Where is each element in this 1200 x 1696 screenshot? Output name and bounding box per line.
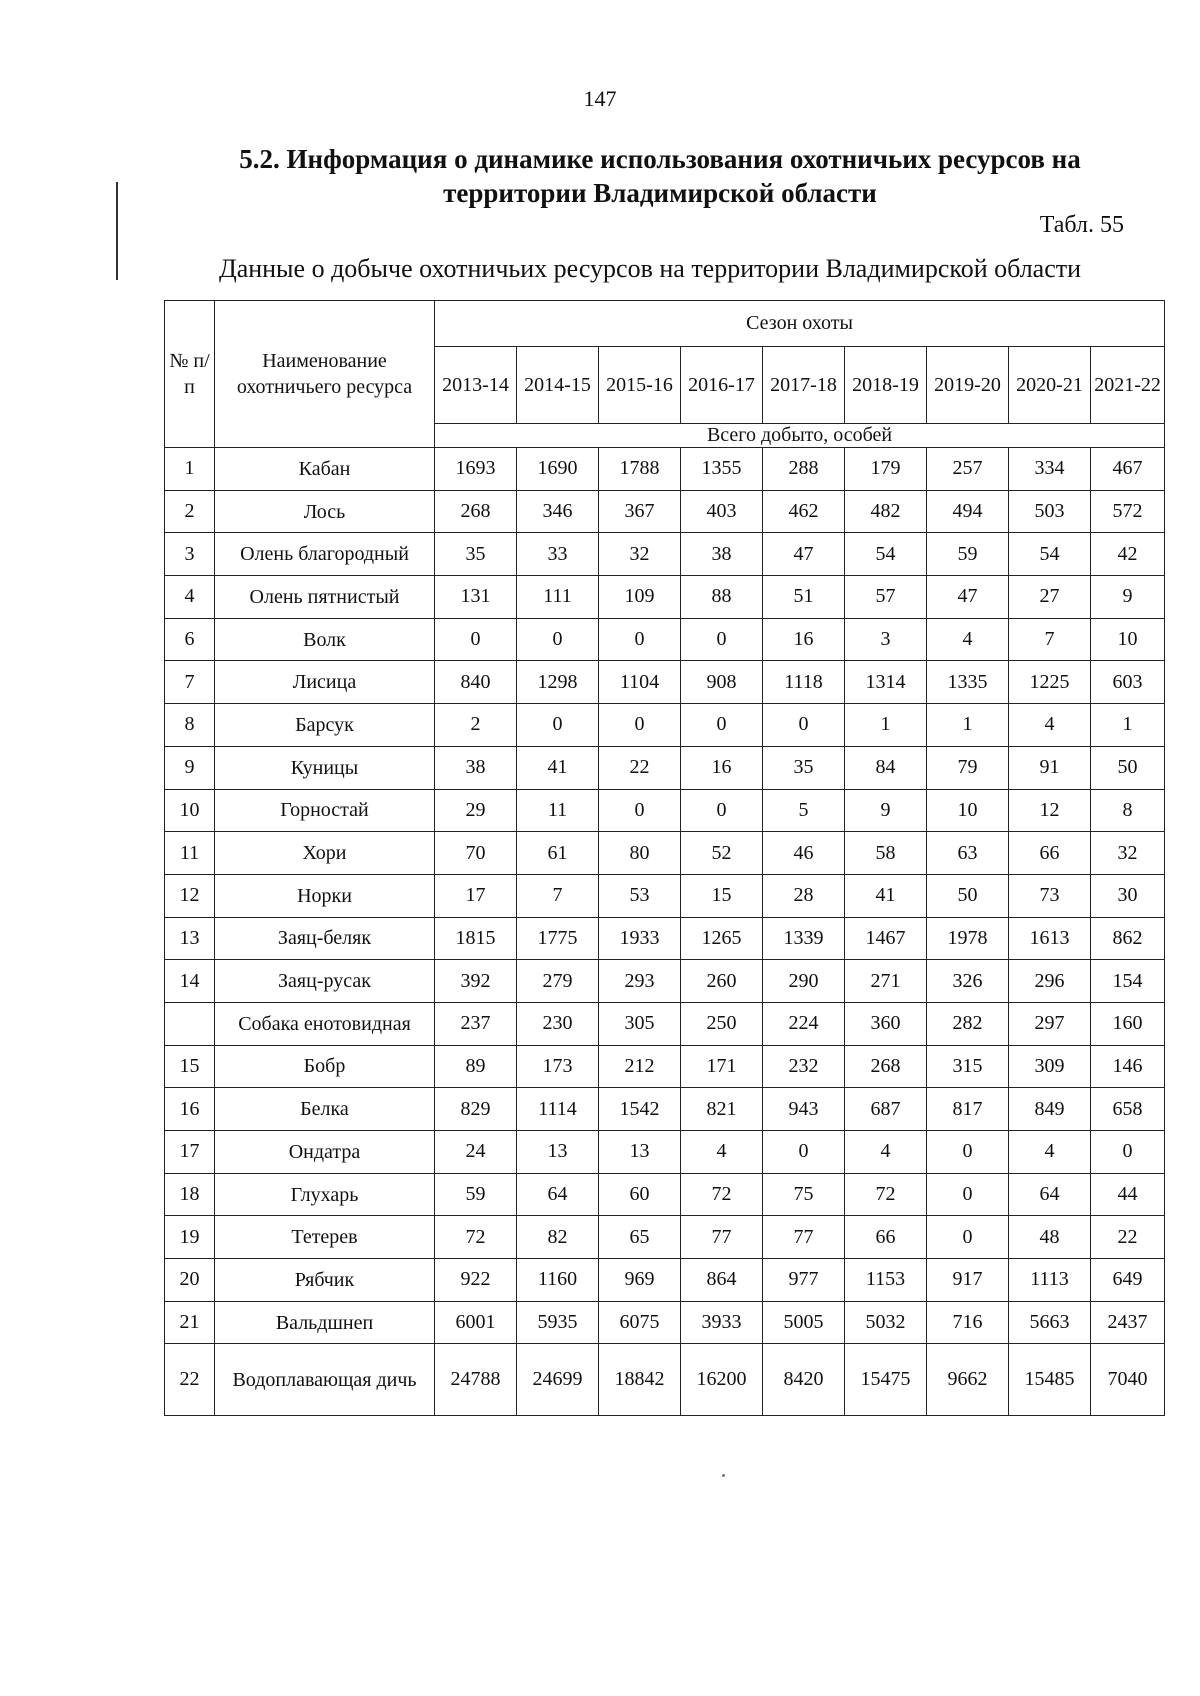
harvest-value: 51 xyxy=(763,576,845,619)
harvest-value: 24 xyxy=(435,1131,517,1174)
harvest-value: 18842 xyxy=(599,1344,681,1416)
harvest-value: 260 xyxy=(681,960,763,1003)
harvest-value: 296 xyxy=(1009,960,1091,1003)
harvest-value: 72 xyxy=(845,1173,927,1216)
margin-mark xyxy=(116,182,118,280)
harvest-value: 54 xyxy=(1009,533,1091,576)
harvest-value: 154 xyxy=(1091,960,1165,1003)
header-year: 2014-15 xyxy=(517,347,599,424)
harvest-value: 47 xyxy=(763,533,845,576)
harvest-value: 864 xyxy=(681,1259,763,1302)
harvest-value: 63 xyxy=(927,832,1009,875)
header-season: Сезон охоты xyxy=(435,301,1165,347)
harvest-value: 268 xyxy=(435,490,517,533)
row-number: 6 xyxy=(165,618,215,661)
harvest-value: 360 xyxy=(845,1002,927,1045)
row-number: 21 xyxy=(165,1301,215,1344)
harvest-value: 5935 xyxy=(517,1301,599,1344)
table-row xyxy=(165,874,1165,917)
harvest-value: 84 xyxy=(845,746,927,789)
harvest-value: 59 xyxy=(435,1173,517,1216)
harvest-value: 0 xyxy=(927,1131,1009,1174)
header-num: № п/п xyxy=(165,301,215,448)
table-row xyxy=(165,1088,1165,1131)
harvest-value: 35 xyxy=(435,533,517,576)
harvest-value: 24788 xyxy=(435,1344,517,1416)
harvest-value: 29 xyxy=(435,789,517,832)
harvest-value: 79 xyxy=(927,746,1009,789)
table-row xyxy=(165,661,1165,704)
table-row xyxy=(165,1131,1165,1174)
harvest-value: 8 xyxy=(1091,789,1165,832)
harvest-value: 212 xyxy=(599,1045,681,1088)
harvest-value: 16 xyxy=(763,618,845,661)
resource-name: Собака енотовидная xyxy=(215,1002,435,1045)
header-year: 2017-18 xyxy=(763,347,845,424)
harvest-value: 5 xyxy=(763,789,845,832)
resource-name: Заяц-русак xyxy=(215,960,435,1003)
harvest-value: 290 xyxy=(763,960,845,1003)
harvest-value: 8420 xyxy=(763,1344,845,1416)
resource-name: Вальдшнеп xyxy=(215,1301,435,1344)
harvest-value: 4 xyxy=(1009,1131,1091,1174)
harvest-value: 1690 xyxy=(517,448,599,491)
harvest-value: 77 xyxy=(681,1216,763,1259)
harvest-value: 173 xyxy=(517,1045,599,1088)
harvest-value: 61 xyxy=(517,832,599,875)
harvest-value: 64 xyxy=(517,1173,599,1216)
row-number: 19 xyxy=(165,1216,215,1259)
harvest-value: 1114 xyxy=(517,1088,599,1131)
resource-name: Тетерев xyxy=(215,1216,435,1259)
row-number: 10 xyxy=(165,789,215,832)
harvest-value: 146 xyxy=(1091,1045,1165,1088)
resource-name: Заяц-беляк xyxy=(215,917,435,960)
table-row xyxy=(165,704,1165,747)
harvest-value: 232 xyxy=(763,1045,845,1088)
harvest-value: 1815 xyxy=(435,917,517,960)
row-number: 11 xyxy=(165,832,215,875)
harvest-value: 58 xyxy=(845,832,927,875)
harvest-value: 35 xyxy=(763,746,845,789)
harvest-value: 0 xyxy=(517,704,599,747)
harvest-value: 6075 xyxy=(599,1301,681,1344)
resource-name: Олень пятнистый xyxy=(215,576,435,619)
table-row xyxy=(165,1216,1165,1259)
harvest-value: 392 xyxy=(435,960,517,1003)
row-number: 22 xyxy=(165,1344,215,1416)
harvest-value: 5032 xyxy=(845,1301,927,1344)
harvest-value: 1933 xyxy=(599,917,681,960)
harvest-value: 109 xyxy=(599,576,681,619)
harvest-value: 70 xyxy=(435,832,517,875)
harvest-value: 1265 xyxy=(681,917,763,960)
table-row xyxy=(165,533,1165,576)
harvest-value: 22 xyxy=(599,746,681,789)
harvest-value: 42 xyxy=(1091,533,1165,576)
row-number: 8 xyxy=(165,704,215,747)
table-row xyxy=(165,1301,1165,1344)
row-number: 18 xyxy=(165,1173,215,1216)
harvest-value: 32 xyxy=(599,533,681,576)
harvest-value: 271 xyxy=(845,960,927,1003)
harvest-value: 1 xyxy=(1091,704,1165,747)
harvest-value: 91 xyxy=(1009,746,1091,789)
resource-name: Бобр xyxy=(215,1045,435,1088)
harvest-table xyxy=(164,300,1165,1416)
harvest-value: 0 xyxy=(599,618,681,661)
harvest-value: 1775 xyxy=(517,917,599,960)
harvest-value: 65 xyxy=(599,1216,681,1259)
resource-name: Барсук xyxy=(215,704,435,747)
harvest-value: 17 xyxy=(435,874,517,917)
table-row xyxy=(165,576,1165,619)
harvest-value: 64 xyxy=(1009,1173,1091,1216)
harvest-value: 0 xyxy=(599,704,681,747)
harvest-value: 1 xyxy=(927,704,1009,747)
harvest-value: 503 xyxy=(1009,490,1091,533)
header-year: 2018-19 xyxy=(845,347,927,424)
harvest-value: 7 xyxy=(1009,618,1091,661)
harvest-value: 658 xyxy=(1091,1088,1165,1131)
harvest-value: 334 xyxy=(1009,448,1091,491)
harvest-value: 1978 xyxy=(927,917,1009,960)
row-number: 9 xyxy=(165,746,215,789)
harvest-value: 2437 xyxy=(1091,1301,1165,1344)
harvest-value: 943 xyxy=(763,1088,845,1131)
harvest-value: 46 xyxy=(763,832,845,875)
resource-name: Олень благородный xyxy=(215,533,435,576)
resource-name: Кабан xyxy=(215,448,435,491)
table-row xyxy=(165,746,1165,789)
harvest-value: 1542 xyxy=(599,1088,681,1131)
harvest-value: 12 xyxy=(1009,789,1091,832)
harvest-value: 4 xyxy=(927,618,1009,661)
harvest-value: 1335 xyxy=(927,661,1009,704)
harvest-value: 1314 xyxy=(845,661,927,704)
harvest-value: 817 xyxy=(927,1088,1009,1131)
harvest-value: 3 xyxy=(845,618,927,661)
harvest-value: 0 xyxy=(763,704,845,747)
harvest-value: 0 xyxy=(681,704,763,747)
table-row xyxy=(165,618,1165,661)
harvest-value: 47 xyxy=(927,576,1009,619)
harvest-value: 28 xyxy=(763,874,845,917)
harvest-value: 840 xyxy=(435,661,517,704)
harvest-value: 821 xyxy=(681,1088,763,1131)
table-row xyxy=(165,1259,1165,1302)
row-number: 2 xyxy=(165,490,215,533)
harvest-value: 13 xyxy=(517,1131,599,1174)
harvest-value: 52 xyxy=(681,832,763,875)
harvest-value: 1298 xyxy=(517,661,599,704)
harvest-value: 3933 xyxy=(681,1301,763,1344)
harvest-value: 288 xyxy=(763,448,845,491)
harvest-value: 268 xyxy=(845,1045,927,1088)
harvest-value: 50 xyxy=(927,874,1009,917)
resource-name: Глухарь xyxy=(215,1173,435,1216)
harvest-value: 282 xyxy=(927,1002,1009,1045)
row-number xyxy=(165,1002,215,1045)
resource-name: Волк xyxy=(215,618,435,661)
resource-name: Куницы xyxy=(215,746,435,789)
harvest-value: 922 xyxy=(435,1259,517,1302)
harvest-value: 305 xyxy=(599,1002,681,1045)
harvest-value: 111 xyxy=(517,576,599,619)
harvest-value: 224 xyxy=(763,1002,845,1045)
harvest-value: 54 xyxy=(845,533,927,576)
table-caption: Данные о добыче охотничьих ресурсов на территории Владимирской области xyxy=(218,254,1082,283)
harvest-value: 82 xyxy=(517,1216,599,1259)
harvest-value: 41 xyxy=(517,746,599,789)
row-number: 13 xyxy=(165,917,215,960)
resource-name: Белка xyxy=(215,1088,435,1131)
header-year: 2013-14 xyxy=(435,347,517,424)
harvest-value: 467 xyxy=(1091,448,1165,491)
resource-name: Лось xyxy=(215,490,435,533)
harvest-value: 66 xyxy=(1009,832,1091,875)
harvest-value: 2 xyxy=(435,704,517,747)
table-row xyxy=(165,1045,1165,1088)
resource-name: Норки xyxy=(215,874,435,917)
harvest-value: 309 xyxy=(1009,1045,1091,1088)
table-row xyxy=(165,960,1165,1003)
harvest-value: 917 xyxy=(927,1259,1009,1302)
harvest-value: 230 xyxy=(517,1002,599,1045)
harvest-value: 15 xyxy=(681,874,763,917)
row-number: 7 xyxy=(165,661,215,704)
harvest-value: 572 xyxy=(1091,490,1165,533)
harvest-value: 9662 xyxy=(927,1344,1009,1416)
harvest-value: 1104 xyxy=(599,661,681,704)
harvest-value: 4 xyxy=(1009,704,1091,747)
row-number: 17 xyxy=(165,1131,215,1174)
harvest-value: 0 xyxy=(681,789,763,832)
harvest-value: 1339 xyxy=(763,917,845,960)
harvest-value: 403 xyxy=(681,490,763,533)
resource-name: Хори xyxy=(215,832,435,875)
harvest-value: 13 xyxy=(599,1131,681,1174)
resource-name: Рябчик xyxy=(215,1259,435,1302)
header-year: 2019-20 xyxy=(927,347,1009,424)
row-number: 15 xyxy=(165,1045,215,1088)
harvest-value: 1153 xyxy=(845,1259,927,1302)
harvest-value: 1160 xyxy=(517,1259,599,1302)
harvest-value: 969 xyxy=(599,1259,681,1302)
harvest-value: 60 xyxy=(599,1173,681,1216)
table-row xyxy=(165,789,1165,832)
harvest-value: 279 xyxy=(517,960,599,1003)
harvest-value: 1113 xyxy=(1009,1259,1091,1302)
harvest-value: 24699 xyxy=(517,1344,599,1416)
resource-name: Горностай xyxy=(215,789,435,832)
table-body xyxy=(165,448,1165,1416)
harvest-value: 0 xyxy=(927,1173,1009,1216)
table-row xyxy=(165,490,1165,533)
resource-name: Ондатра xyxy=(215,1131,435,1174)
harvest-value: 59 xyxy=(927,533,1009,576)
header-name: Наименование охотничьего ресурса xyxy=(215,301,435,448)
harvest-value: 326 xyxy=(927,960,1009,1003)
table-row xyxy=(165,1173,1165,1216)
table-row xyxy=(165,1002,1165,1045)
harvest-value: 16 xyxy=(681,746,763,789)
harvest-value: 38 xyxy=(435,746,517,789)
harvest-value: 10 xyxy=(927,789,1009,832)
harvest-value: 5005 xyxy=(763,1301,845,1344)
harvest-value: 72 xyxy=(435,1216,517,1259)
row-number: 3 xyxy=(165,533,215,576)
harvest-value: 11 xyxy=(517,789,599,832)
harvest-value: 44 xyxy=(1091,1173,1165,1216)
harvest-value: 603 xyxy=(1091,661,1165,704)
table-row xyxy=(165,917,1165,960)
harvest-value: 89 xyxy=(435,1045,517,1088)
harvest-value: 33 xyxy=(517,533,599,576)
harvest-value: 0 xyxy=(599,789,681,832)
row-number: 12 xyxy=(165,874,215,917)
harvest-value: 15475 xyxy=(845,1344,927,1416)
harvest-value: 32 xyxy=(1091,832,1165,875)
harvest-value: 346 xyxy=(517,490,599,533)
harvest-value: 88 xyxy=(681,576,763,619)
harvest-value: 66 xyxy=(845,1216,927,1259)
harvest-value: 7040 xyxy=(1091,1344,1165,1416)
harvest-value: 4 xyxy=(681,1131,763,1174)
harvest-value: 15485 xyxy=(1009,1344,1091,1416)
harvest-value: 72 xyxy=(681,1173,763,1216)
table-label: Табл. 55 xyxy=(1039,212,1124,238)
harvest-value: 9 xyxy=(845,789,927,832)
resource-name: Лисица xyxy=(215,661,435,704)
harvest-value: 1788 xyxy=(599,448,681,491)
harvest-value: 0 xyxy=(927,1216,1009,1259)
harvest-value: 30 xyxy=(1091,874,1165,917)
row-number: 16 xyxy=(165,1088,215,1131)
header-year: 2015-16 xyxy=(599,347,681,424)
harvest-value: 0 xyxy=(517,618,599,661)
harvest-value: 160 xyxy=(1091,1002,1165,1045)
row-number: 14 xyxy=(165,960,215,1003)
harvest-value: 862 xyxy=(1091,917,1165,960)
harvest-value: 16200 xyxy=(681,1344,763,1416)
harvest-value: 250 xyxy=(681,1002,763,1045)
harvest-value: 9 xyxy=(1091,576,1165,619)
table-row xyxy=(165,1344,1165,1416)
scan-dot xyxy=(722,1474,725,1477)
section-title: 5.2. Информация о динамике использования охотничьих ресурсов на территории Владимирской области xyxy=(239,144,1081,208)
harvest-value: 297 xyxy=(1009,1002,1091,1045)
harvest-value: 237 xyxy=(435,1002,517,1045)
harvest-value: 22 xyxy=(1091,1216,1165,1259)
harvest-value: 131 xyxy=(435,576,517,619)
harvest-value: 908 xyxy=(681,661,763,704)
harvest-value: 75 xyxy=(763,1173,845,1216)
harvest-value: 649 xyxy=(1091,1259,1165,1302)
harvest-value: 7 xyxy=(517,874,599,917)
harvest-value: 1613 xyxy=(1009,917,1091,960)
harvest-value: 0 xyxy=(681,618,763,661)
harvest-value: 849 xyxy=(1009,1088,1091,1131)
header-year: 2021-22 xyxy=(1091,347,1165,424)
harvest-value: 482 xyxy=(845,490,927,533)
harvest-value: 27 xyxy=(1009,576,1091,619)
harvest-value: 293 xyxy=(599,960,681,1003)
harvest-value: 73 xyxy=(1009,874,1091,917)
harvest-value: 829 xyxy=(435,1088,517,1131)
harvest-value: 0 xyxy=(435,618,517,661)
header-total: Всего добыто, особей xyxy=(435,424,1165,448)
harvest-value: 315 xyxy=(927,1045,1009,1088)
harvest-value: 171 xyxy=(681,1045,763,1088)
page-number: 147 xyxy=(583,86,617,111)
harvest-value: 4 xyxy=(845,1131,927,1174)
harvest-value: 494 xyxy=(927,490,1009,533)
resource-name: Водоплавающая дичь xyxy=(215,1344,435,1416)
harvest-value: 53 xyxy=(599,874,681,917)
row-number: 1 xyxy=(165,448,215,491)
harvest-value: 977 xyxy=(763,1259,845,1302)
harvest-value: 48 xyxy=(1009,1216,1091,1259)
harvest-value: 1118 xyxy=(763,661,845,704)
harvest-value: 179 xyxy=(845,448,927,491)
harvest-value: 41 xyxy=(845,874,927,917)
header-year: 2016-17 xyxy=(681,347,763,424)
row-number: 4 xyxy=(165,576,215,619)
row-number: 20 xyxy=(165,1259,215,1302)
harvest-value: 0 xyxy=(763,1131,845,1174)
harvest-value: 38 xyxy=(681,533,763,576)
harvest-value: 687 xyxy=(845,1088,927,1131)
header-year: 2020-21 xyxy=(1009,347,1091,424)
harvest-value: 5663 xyxy=(1009,1301,1091,1344)
harvest-value: 1 xyxy=(845,704,927,747)
table-row xyxy=(165,448,1165,491)
harvest-value: 0 xyxy=(1091,1131,1165,1174)
harvest-value: 1225 xyxy=(1009,661,1091,704)
harvest-value: 1467 xyxy=(845,917,927,960)
harvest-value: 80 xyxy=(599,832,681,875)
harvest-value: 1693 xyxy=(435,448,517,491)
harvest-value: 1355 xyxy=(681,448,763,491)
table-row xyxy=(165,832,1165,875)
harvest-value: 716 xyxy=(927,1301,1009,1344)
harvest-value: 6001 xyxy=(435,1301,517,1344)
harvest-value: 57 xyxy=(845,576,927,619)
harvest-value: 367 xyxy=(599,490,681,533)
harvest-value: 50 xyxy=(1091,746,1165,789)
harvest-value: 10 xyxy=(1091,618,1165,661)
harvest-value: 77 xyxy=(763,1216,845,1259)
harvest-value: 257 xyxy=(927,448,1009,491)
harvest-value: 462 xyxy=(763,490,845,533)
